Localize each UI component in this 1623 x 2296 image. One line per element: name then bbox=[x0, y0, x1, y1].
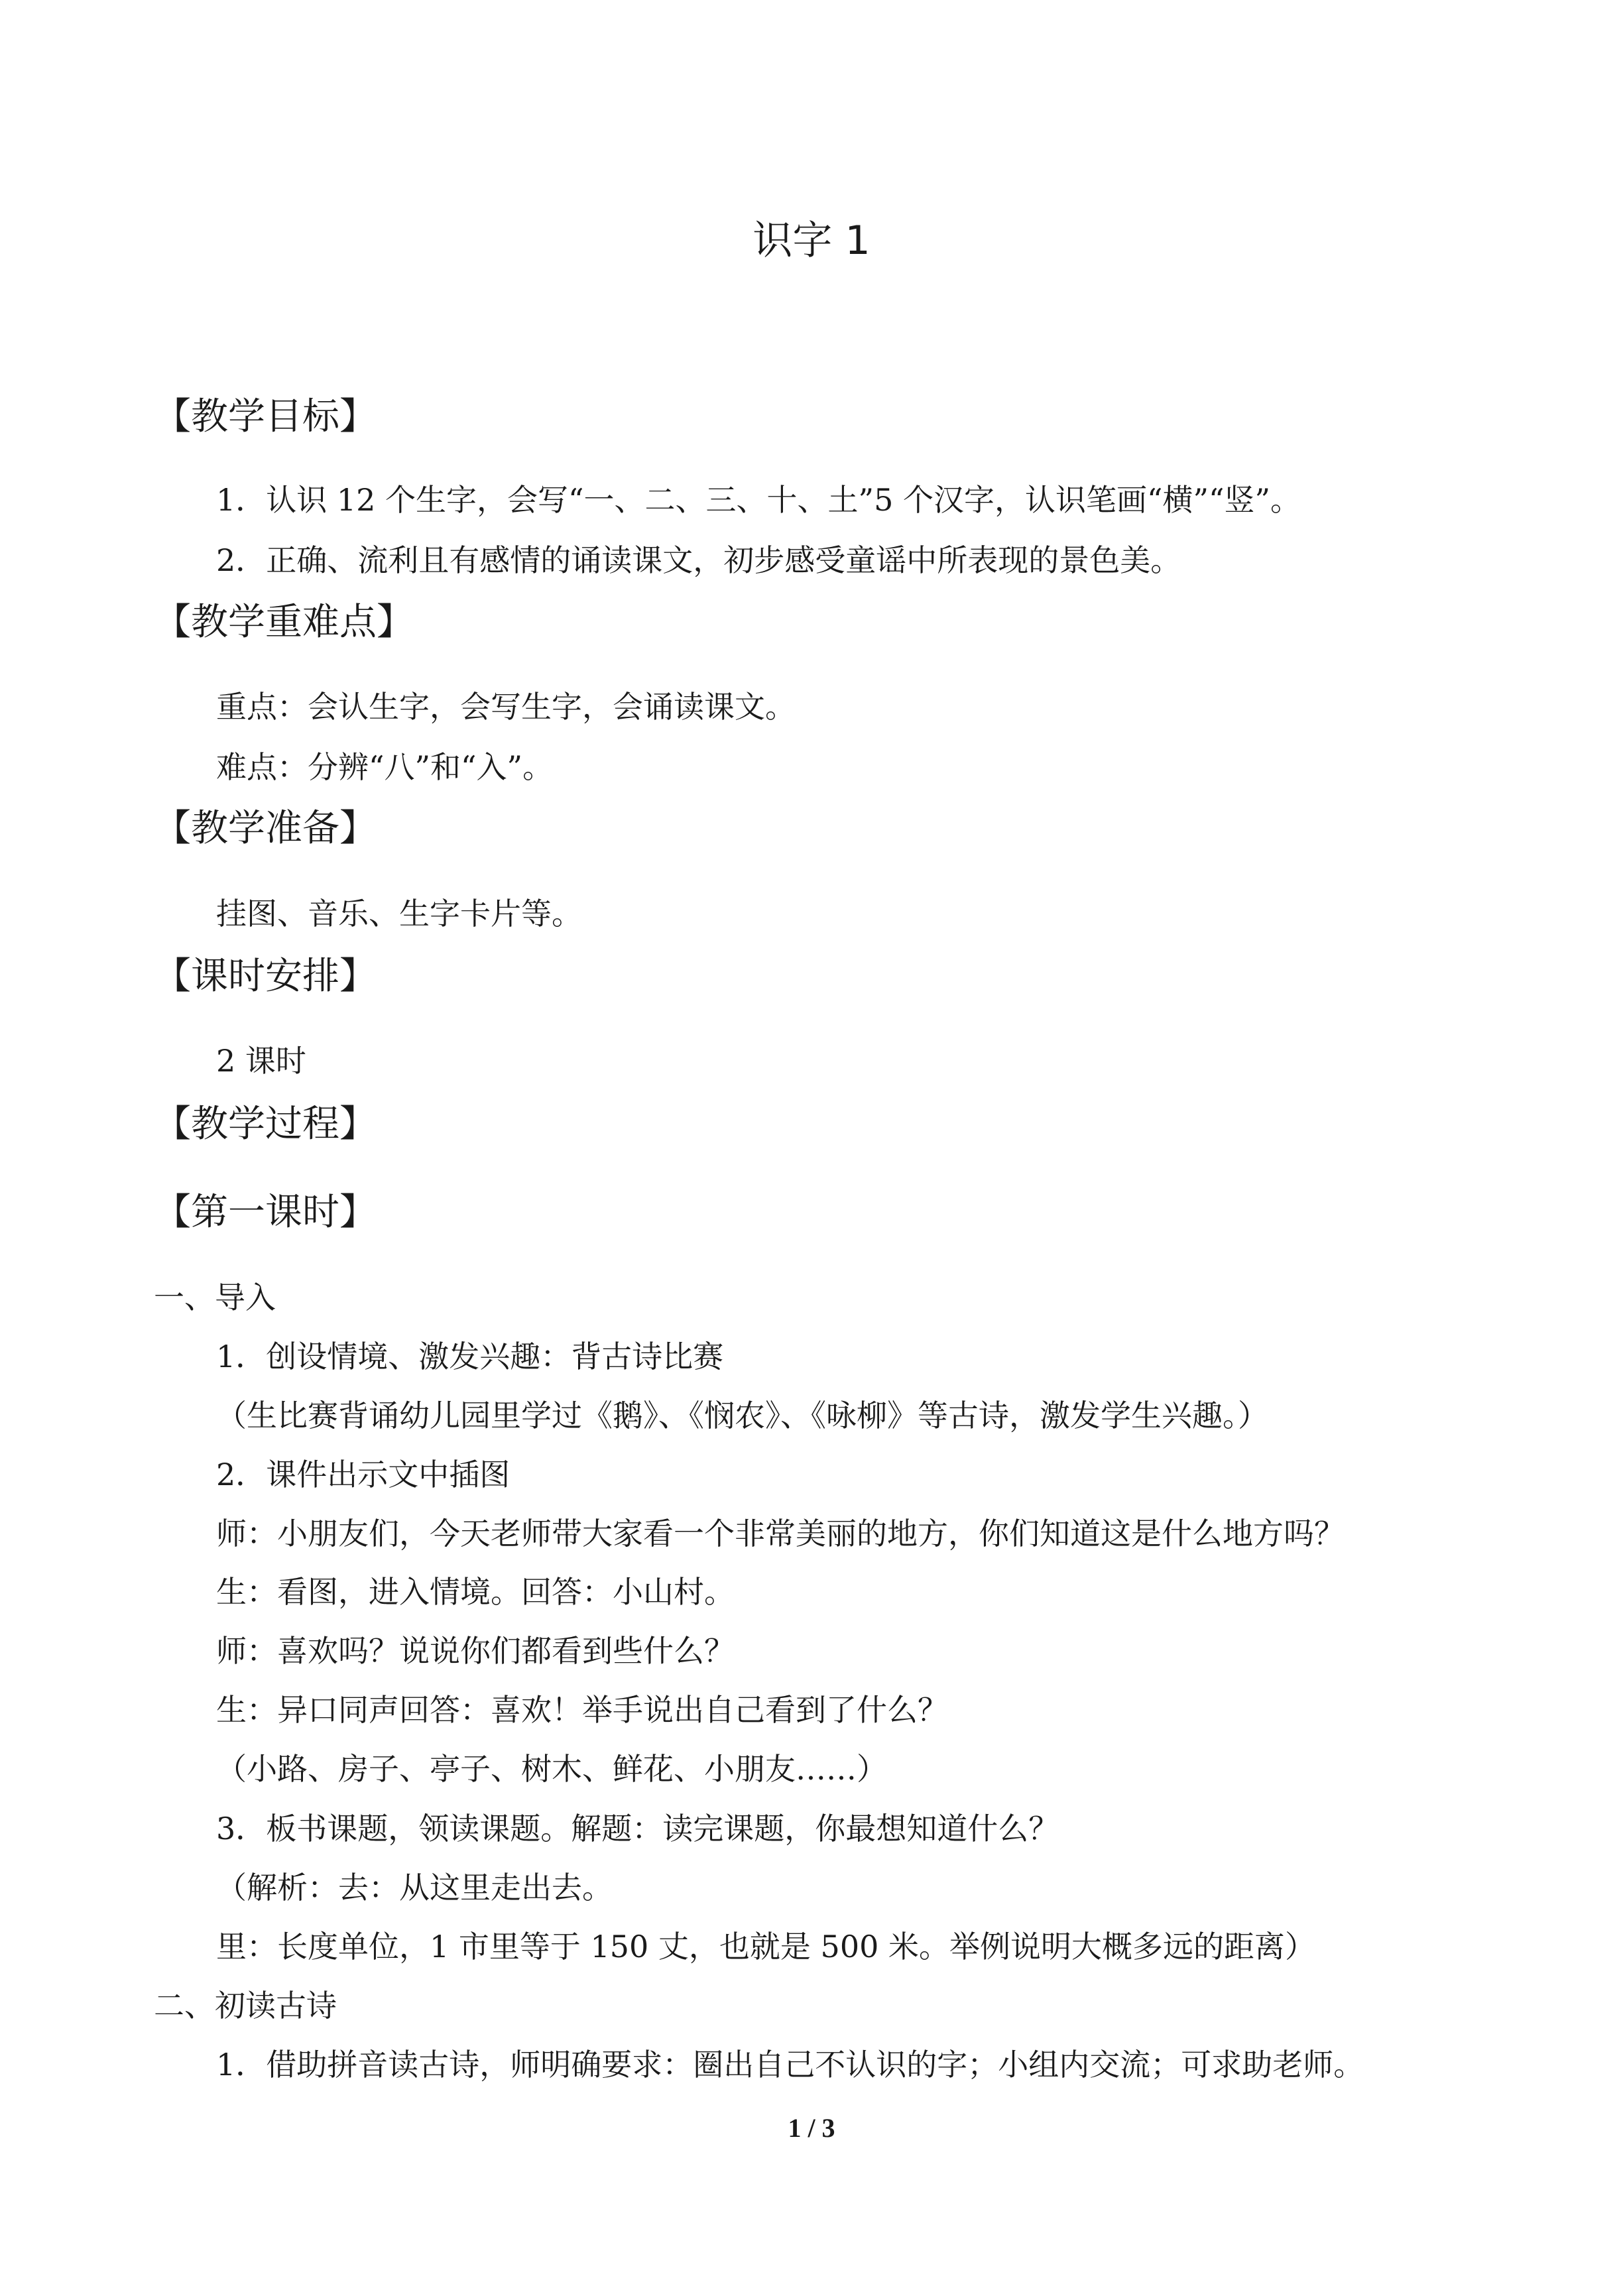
lesson-line: 里：长度单位，1 市里等于 150 丈，也就是 500 米。举例说明大概多远的距离） bbox=[216, 1929, 1315, 1964]
lesson-line: （生比赛背诵幼儿园里学过《鹅》、《悯农》、《咏柳》等古诗，激发学生兴趣。） bbox=[216, 1398, 1268, 1433]
lesson-line: 生：看图，进入情境。回答：小山村。 bbox=[216, 1574, 735, 1610]
section-heading-process: 【教学过程】 bbox=[154, 1103, 377, 1146]
part-heading-intro: 一、导入 bbox=[154, 1280, 276, 1315]
page-title: 识字 1 bbox=[752, 217, 871, 264]
lesson-line: （小路、房子、亭子、树木、鲜花、小朋友……） bbox=[216, 1751, 887, 1787]
key-point-item: 重点：会认生字，会写生字，会诵读课文。 bbox=[216, 689, 796, 725]
section-heading-preparation: 【教学准备】 bbox=[154, 807, 377, 850]
key-point-item: 难点：分辨“八”和“入”。 bbox=[216, 749, 554, 785]
schedule-item: 2 课时 bbox=[216, 1043, 306, 1079]
section-heading-first-lesson: 【第一课时】 bbox=[154, 1191, 377, 1234]
section-heading-schedule: 【课时安排】 bbox=[154, 955, 377, 998]
lesson-line: 1．创设情境、激发兴趣：背古诗比赛 bbox=[216, 1339, 724, 1374]
lesson-line: 师：小朋友们，今天老师带大家看一个非常美丽的地方，你们知道这是什么地方吗？ bbox=[216, 1516, 1345, 1551]
section-heading-objectives: 【教学目标】 bbox=[154, 395, 377, 438]
preparation-item: 挂图、音乐、生字卡片等。 bbox=[216, 896, 582, 932]
lesson-line: 1．借助拼音读古诗，师明确要求：圈出自己不认识的字；小组内交流；可求助老师。 bbox=[216, 2047, 1364, 2083]
lesson-line: （解析：去：从这里走出去。 bbox=[216, 1870, 613, 1905]
lesson-line: 师：喜欢吗？说说你们都看到些什么？ bbox=[216, 1633, 735, 1669]
section-heading-key-points: 【教学重难点】 bbox=[154, 601, 414, 644]
objective-item: 1．认识 12 个生字，会写“一、二、三、十、土”5 个汉字，认识笔画“横”“竖”。 bbox=[216, 482, 1301, 518]
part-heading-first-reading: 二、初读古诗 bbox=[154, 1988, 337, 2024]
lesson-line: 生：异口同声回答：喜欢！举手说出自己看到了什么？ bbox=[216, 1692, 948, 1728]
lesson-line: 3．板书课题，领读课题。解题：读完课题，你最想知道什么？ bbox=[216, 1811, 1059, 1846]
lesson-line: 2．课件出示文中插图 bbox=[216, 1457, 511, 1492]
page-number: 1 / 3 bbox=[788, 2113, 835, 2143]
objective-item: 2．正确、流利且有感情的诵读课文，初步感受童谣中所表现的景色美。 bbox=[216, 542, 1181, 578]
